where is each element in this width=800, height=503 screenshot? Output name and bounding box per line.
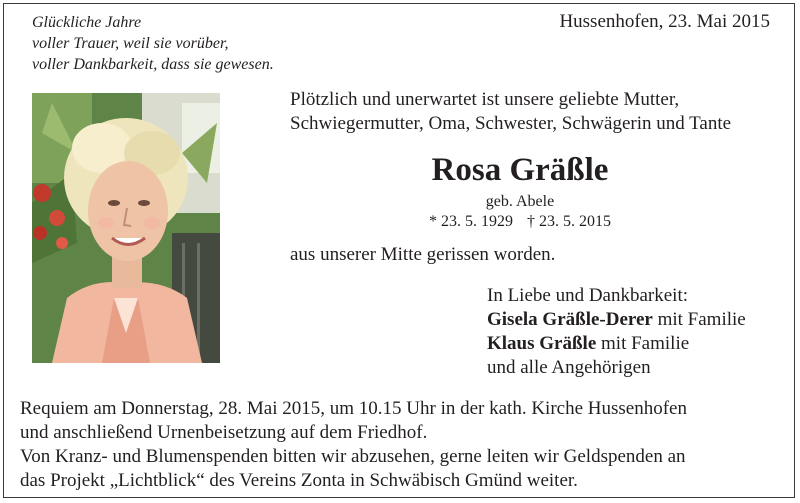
mourner-entry bbox=[487, 332, 746, 356]
place-date: Hussenhofen, 23. Mai 2015 bbox=[559, 11, 770, 32]
removed-line: aus unserer Mitte gerissen worden. bbox=[290, 244, 556, 265]
portrait-photo bbox=[32, 93, 220, 363]
birth-name: geb. Abele bbox=[485, 193, 555, 210]
mourners-block bbox=[487, 284, 746, 380]
intro-line: Schwiegermutter, Oma, Schwester, Schwägerin und Tante bbox=[290, 113, 732, 134]
mourner-suffix: mit Familie bbox=[596, 333, 690, 354]
mourner-name: Klaus Gräßle bbox=[487, 333, 597, 354]
intro-text bbox=[290, 88, 731, 136]
poem-line: voller Dankbarkeit, dass sie gewesen. bbox=[32, 56, 274, 73]
mourner-name: Gisela Gräßle-Derer bbox=[487, 309, 653, 330]
birth-date: * 23. 5. 1929 bbox=[429, 213, 513, 230]
intro-line: Plötzlich und unerwartet ist unsere geliebte Mutter, bbox=[290, 89, 680, 110]
notice-line: Von Kranz- und Blumenspenden bitten wir abzusehen, gerne leiten wir Geldspenden an bbox=[20, 446, 686, 467]
mourners-closing: und alle Angehörigen bbox=[487, 357, 651, 378]
deceased-name: Rosa Gräßle bbox=[431, 152, 609, 188]
death-date: † 23. 5. 2015 bbox=[527, 213, 611, 230]
poem-line: voller Trauer, weil sie vorüber, bbox=[32, 35, 229, 52]
mourners-heading: In Liebe und Dankbarkeit: bbox=[487, 285, 689, 306]
notice-line: das Projekt „Lichtblick“ des Vereins Zonta in Schwäbisch Gmünd weiter. bbox=[20, 470, 578, 491]
funeral-notice bbox=[20, 397, 687, 493]
notice-line: und anschließend Urnenbeisetzung auf dem Friedhof. bbox=[20, 422, 428, 443]
mourner-suffix: mit Familie bbox=[652, 309, 746, 330]
memorial-poem bbox=[32, 12, 274, 75]
notice-line: Requiem am Donnerstag, 28. Mai 2015, um 10.15 Uhr in der kath. Kirche Hussenhofen bbox=[20, 398, 687, 419]
life-dates bbox=[290, 212, 750, 231]
poem-line: Glückliche Jahre bbox=[32, 14, 142, 31]
mourner-entry bbox=[487, 308, 746, 332]
